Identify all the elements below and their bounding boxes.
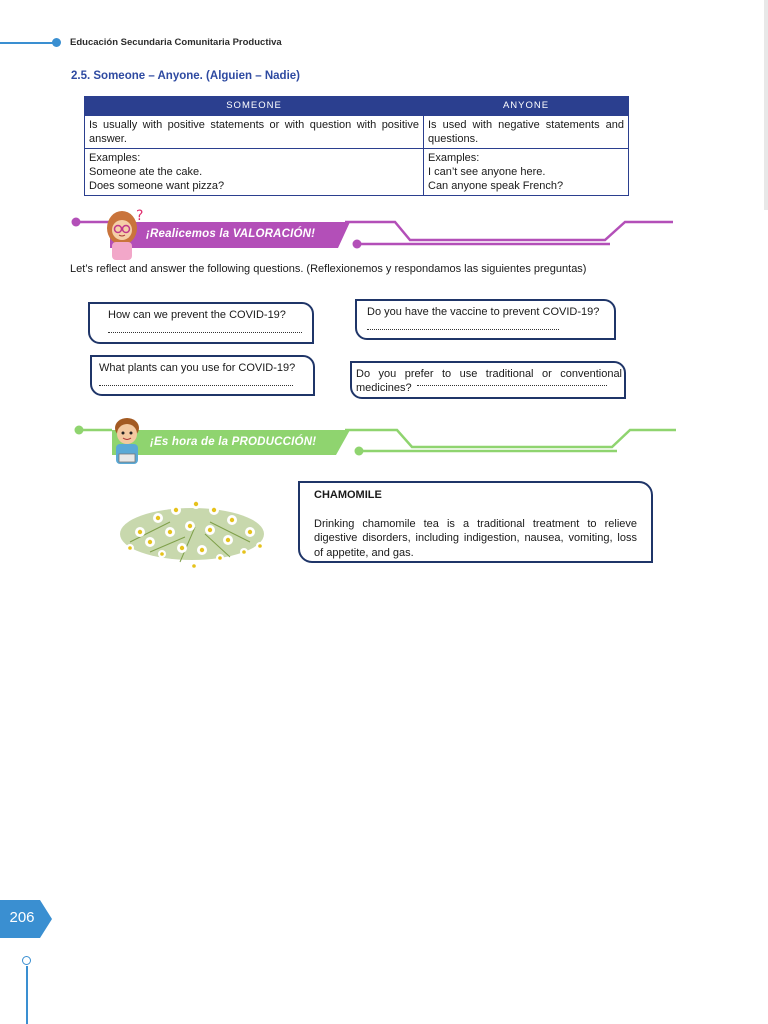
example-sentence: Someone ate the cake. bbox=[89, 166, 203, 178]
section-title: 2.5. Someone – Anyone. (Alguien – Nadie) bbox=[71, 70, 300, 82]
question-text: How can we prevent the COVID-19? bbox=[108, 309, 286, 321]
thinking-girl-illustration bbox=[100, 206, 146, 262]
chamomile-title: CHAMOMILE bbox=[314, 489, 382, 501]
page-number: 206 bbox=[9, 909, 35, 926]
examples-label: Examples: bbox=[428, 152, 480, 164]
example-sentence: Does someone want pizza? bbox=[89, 180, 225, 192]
chamomile-flowers-image bbox=[110, 482, 275, 574]
examples-label: Examples: bbox=[89, 152, 141, 164]
table-cell: Is usually with positive statements or with question with positive answer. bbox=[85, 116, 424, 149]
chamomile-description: Drinking chamomile tea is a traditional treatment to relieve digestive disorders, including indigestion, nausea, vomiting, loss of appetite, and gas. bbox=[314, 517, 637, 559]
table-header-someone: SOMEONE bbox=[85, 97, 424, 116]
boy-illustration bbox=[106, 414, 148, 468]
banner-prefix: ¡Es hora de la bbox=[150, 436, 232, 448]
chamomile-info-box bbox=[298, 481, 653, 563]
instructions: Let’s reflect and answer the following questions. (Reflexionemos y respondamos las siguientes preguntas) bbox=[70, 263, 587, 275]
question-box[interactable] bbox=[88, 302, 314, 344]
produccion-banner-label bbox=[150, 436, 316, 448]
example-sentence: I can’t see anyone here. bbox=[428, 166, 546, 178]
table-cell: Is used with negative statements and questions. bbox=[424, 116, 629, 149]
series-title: Educación Secundaria Comunitaria Productiva bbox=[70, 37, 282, 48]
banner-strong: VALORACIÓN! bbox=[232, 228, 316, 240]
page-line bbox=[26, 966, 28, 1024]
question-text: Do you have the vaccine to prevent COVID-19? bbox=[367, 306, 600, 318]
banner-strong: PRODUCCIÓN! bbox=[231, 436, 317, 448]
banner-prefix: ¡Realicemos la bbox=[146, 228, 233, 240]
question-text: Do you prefer to use traditional or conventional medicines? bbox=[356, 368, 622, 394]
question-box[interactable] bbox=[350, 361, 626, 399]
answer-line[interactable] bbox=[417, 385, 607, 386]
answer-line[interactable] bbox=[99, 377, 293, 386]
answer-line[interactable] bbox=[367, 321, 559, 330]
page-dot bbox=[22, 956, 31, 965]
table-header-anyone: ANYONE bbox=[424, 97, 629, 116]
example-sentence: Can anyone speak French? bbox=[428, 180, 564, 192]
question-text: What plants can you use for COVID-19? bbox=[99, 362, 296, 374]
svg-text:?: ? bbox=[136, 208, 144, 224]
question-box[interactable] bbox=[90, 355, 315, 396]
answer-line[interactable] bbox=[108, 324, 302, 333]
valoracion-banner-label bbox=[146, 228, 315, 240]
question-box[interactable] bbox=[355, 299, 616, 340]
